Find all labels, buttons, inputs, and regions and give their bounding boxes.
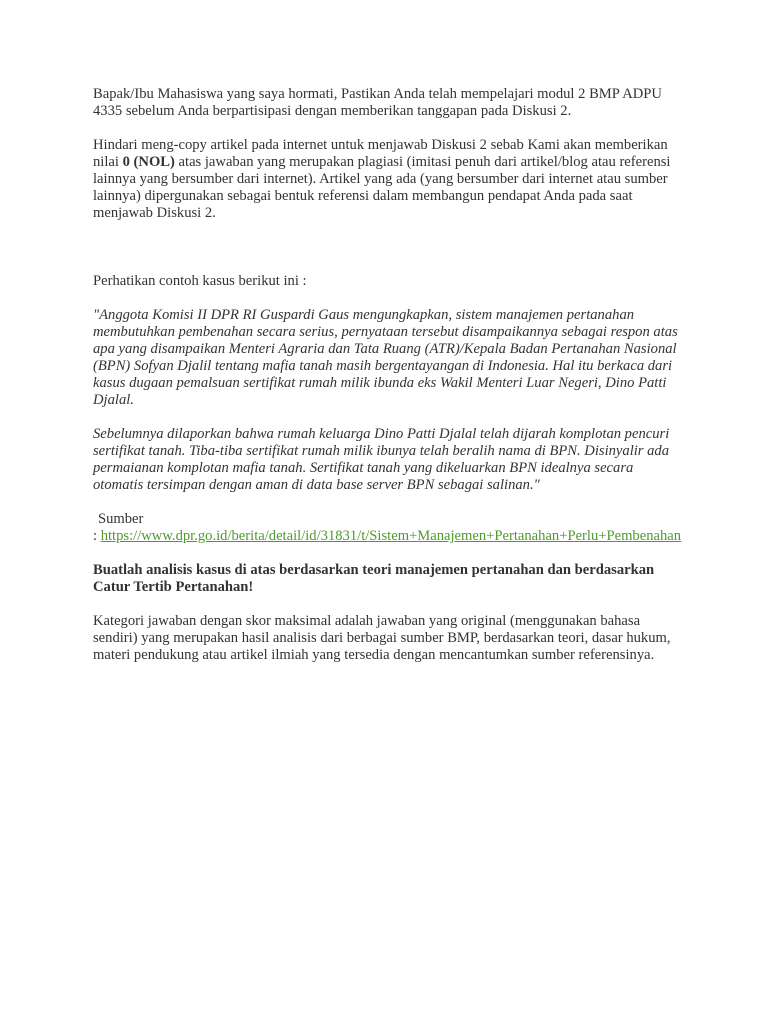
case-quote-paragraph-2: Sebelumnya dilaporkan bahwa rumah keluarga Dino Patti Djalal telah dijarah komplotan pencuri sertifikat tanah. Tiba-tiba sertifikat rumah milik ibunya telah beralih nama di BPN. Disinyalir ada permaianan komplotan mafia tanah. Sertifikat tanah yang dikeluarkan BPN idealnya secara otomatis tersimpan dengan aman di data base server BPN sebagai salinan." [93,426,670,493]
source-label: Sumber [98,511,144,527]
case-intro-paragraph: Perhatikan contoh kasus berikut ini : [93,273,307,289]
intro-paragraph: Bapak/Ibu Mahasiswa yang saya hormati, Pastikan Anda telah mempelajari modul 2 BMP ADPU 4335 sebelum Anda berpartisipasi dengan memberikan tanggapan pada Diskusi 2. [93,86,662,119]
source-prefix: : [93,528,101,544]
warning-text-start: Hindari meng-copy artikel pada internet untuk menjawab Diskusi 2 sebab Kami akan memberikan nilai [93,137,668,170]
plagiarism-warning-paragraph [93,137,683,222]
source-line [93,528,683,545]
source-link[interactable]: https://www.dpr.go.id/berita/detail/id/31831/t/Sistem+Manajemen+Pertanahan+Perlu+Pembenahan [100,528,682,544]
zero-score-emphasis: 0 (NOL) [122,154,175,170]
warning-text-end: atas jawaban yang merupakan plagiasi (imitasi penuh dari artikel/blog atau referensi lainnya yang bersumber dari internet). Artikel yang ada (yang bersumber dari internet atau sumber lainnya) dipergunakan sebagai bentuk referensi dalam membangun pendapat Anda pada saat menjawab Diskusi 2. [93,154,671,221]
scoring-criteria-paragraph: Kategori jawaban dengan skor maksimal adalah jawaban yang original (menggunakan bahasa sendiri) yang merupakan hasil analisis dari berbagai sumber BMP, berdasarkan teori, dasar hukum, materi pendukung atau artikel ilmiah yang tersedia dengan mencantumkan sumber referensinya. [93,613,671,663]
document-page [93,86,683,664]
case-quote-paragraph-1: "Anggota Komisi II DPR RI Guspardi Gaus mengungkapkan, sistem manajemen pertanahan membutuhkan pembenahan secara serius, pernyataan tersebut disampaikannya sebagai respon atas apa yang disampaikan Menteri Agraria dan Tata Ruang (ATR)/Kepala Badan Pertanahan Nasional (BPN) Sofyan Djalil tentang mafia tanah masih bergentayangan di Indonesia. Hal itu berkaca dari kasus dugaan pemalsuan sertifikat rumah milik ibunda eks Wakil Menteri Luar Negeri, Dino Patti Djalal. [93,307,678,408]
task-instruction: Buatlah analisis kasus di atas berdasarkan teori manajemen pertanahan dan berdasarkan Catur Tertib Pertanahan! [93,562,655,595]
